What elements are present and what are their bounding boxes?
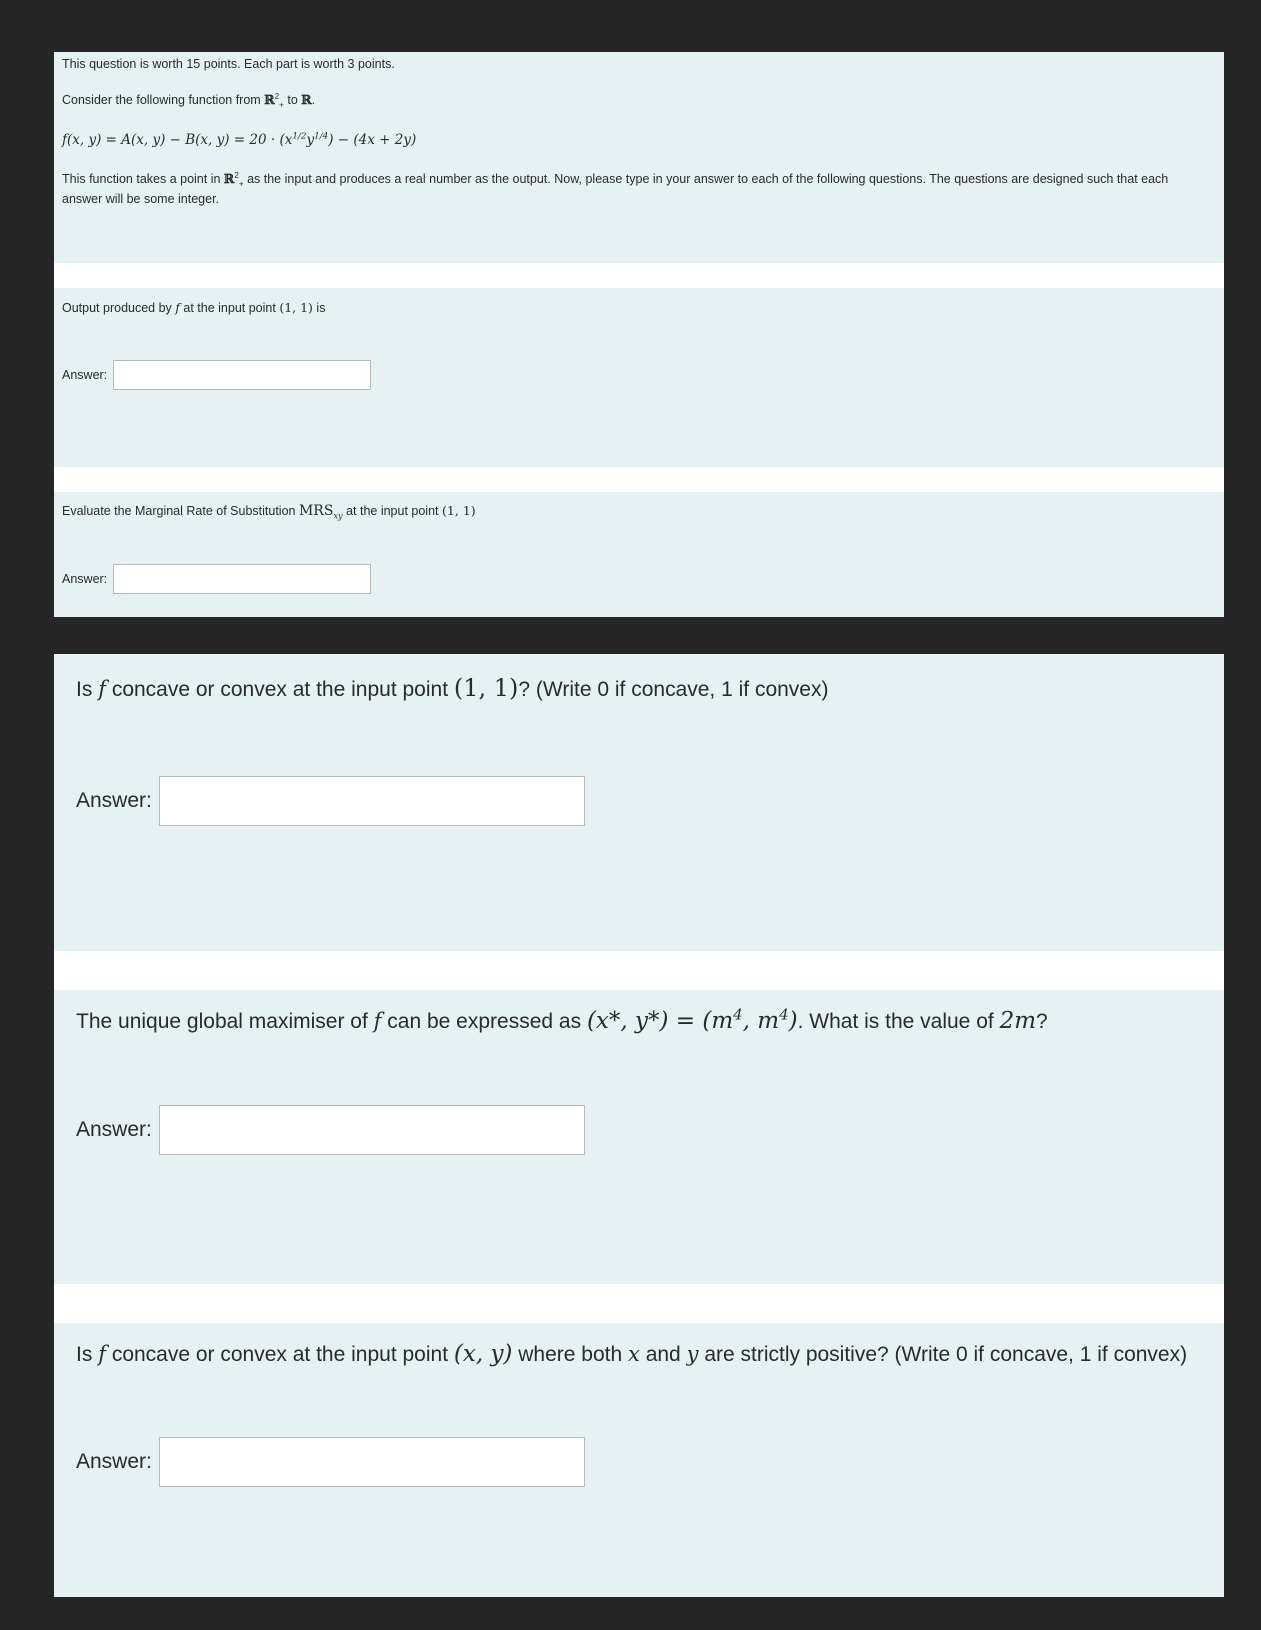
consider-end: . bbox=[311, 93, 316, 107]
q2-point: (1, 1) bbox=[442, 503, 476, 518]
answer-input-1[interactable] bbox=[113, 360, 371, 390]
q5-var-x: x bbox=[628, 1342, 640, 1366]
points-text: This question is worth 15 points. Each part is worth 3 points. bbox=[62, 57, 395, 71]
consider-text bbox=[62, 91, 316, 110]
question-1-text bbox=[62, 300, 325, 315]
formula-mid: y bbox=[306, 132, 315, 148]
domain-symbol: ℝ bbox=[264, 92, 275, 107]
q4-expr-left: (x*, y*) = (m bbox=[586, 1008, 734, 1034]
answer-row-3 bbox=[76, 776, 585, 826]
desc-rest: as the input and produces a real number as the output. Now, please type in your answer to each of the following questions. The questions are designed such that each bbox=[247, 172, 1169, 186]
q4-expression bbox=[586, 1005, 798, 1034]
q4-mid2: . What is the value of bbox=[797, 1010, 994, 1033]
q3-prefix: Is bbox=[76, 678, 93, 701]
q2-mrs-sub: xy bbox=[333, 510, 343, 521]
desc-domain-symbol: ℝ bbox=[223, 171, 235, 186]
q2-mid: at the input point bbox=[346, 504, 439, 518]
answer-row-5 bbox=[76, 1437, 585, 1487]
answer-label: Answer: bbox=[62, 368, 108, 382]
answer-input-4[interactable] bbox=[159, 1105, 585, 1155]
q1-prefix: Output produced by bbox=[62, 301, 172, 315]
description-line-2: answer will be some integer. bbox=[62, 192, 220, 206]
formula-lhs: f(x, y) = A(x, y) − B(x, y) = 20 · (x bbox=[62, 132, 293, 148]
q5-point: (x, y) bbox=[453, 1341, 513, 1367]
q1-point: (1, 1) bbox=[279, 300, 313, 315]
intro-block bbox=[54, 52, 1224, 263]
q5-end: are strictly positive? (Write 0 if concave, 1 if convex) bbox=[704, 1343, 1188, 1366]
question-4-text bbox=[76, 1005, 1048, 1034]
domain-sub: + bbox=[279, 100, 284, 110]
q3-point: (1, 1) bbox=[453, 674, 519, 702]
q3-var-f: f bbox=[98, 677, 106, 701]
q4-expr-comma: , m bbox=[742, 1008, 780, 1034]
question-5-block bbox=[54, 1323, 1224, 1597]
desc-prefix: This function takes a point in bbox=[62, 172, 221, 186]
q2-mrs: MRS bbox=[298, 503, 334, 519]
answer-row-1 bbox=[62, 360, 371, 390]
function-formula bbox=[62, 132, 416, 148]
desc-domain-sup: 2 bbox=[234, 170, 239, 180]
q5-prefix: Is bbox=[76, 1343, 93, 1366]
answer-input-3[interactable] bbox=[159, 776, 585, 826]
question-5-text bbox=[76, 1341, 1187, 1367]
q5-mid2: where both bbox=[518, 1343, 623, 1366]
q1-mid: at the input point bbox=[183, 301, 276, 315]
q4-expr-close: ) bbox=[788, 1008, 798, 1034]
q5-and: and bbox=[645, 1343, 681, 1366]
q5-mid: concave or convex at the input point bbox=[111, 1343, 449, 1366]
q4-end: ? bbox=[1036, 1010, 1048, 1033]
consider-prefix: Consider the following function from bbox=[62, 93, 261, 107]
question-2-text bbox=[62, 503, 476, 519]
q2-prefix: Evaluate the Marginal Rate of Substitution bbox=[62, 504, 296, 518]
formula-rhs: ) − (4x + 2y) bbox=[328, 132, 417, 148]
q1-var-f: f bbox=[175, 300, 180, 315]
question-2-block bbox=[54, 492, 1224, 617]
question-3-text bbox=[76, 674, 828, 702]
q4-exp-b: 4 bbox=[779, 1005, 789, 1024]
question-4-block bbox=[54, 990, 1224, 1284]
q1-end: is bbox=[316, 301, 326, 315]
formula-exp2: 1/4 bbox=[314, 131, 329, 142]
answer-label: Answer: bbox=[76, 1450, 152, 1473]
q3-mid: concave or convex at the input point bbox=[111, 678, 449, 701]
q4-exp-a: 4 bbox=[733, 1005, 743, 1024]
q4-prefix: The unique global maximiser of bbox=[76, 1010, 368, 1033]
q5-var-f: f bbox=[98, 1342, 106, 1366]
consider-to: to bbox=[287, 93, 298, 107]
q4-target: 2m bbox=[999, 1008, 1037, 1034]
q5-var-y: y bbox=[686, 1342, 699, 1366]
domain-sup: 2 bbox=[274, 91, 280, 101]
answer-row-2 bbox=[62, 564, 371, 594]
answer-label: Answer: bbox=[76, 789, 152, 812]
q4-var-f: f bbox=[373, 1009, 382, 1033]
q4-mid: can be expressed as bbox=[387, 1010, 582, 1033]
q3-end: ? (Write 0 if concave, 1 if convex) bbox=[518, 678, 829, 701]
desc-domain-sub: + bbox=[238, 179, 244, 189]
codomain-symbol: ℝ bbox=[301, 92, 312, 107]
formula-exp1: 1/2 bbox=[292, 131, 307, 142]
description-line-1 bbox=[62, 170, 1169, 189]
question-3-block bbox=[54, 654, 1224, 951]
question-panel-top bbox=[54, 52, 1224, 617]
answer-label: Answer: bbox=[76, 1118, 152, 1141]
answer-label: Answer: bbox=[62, 572, 108, 586]
question-panel-bottom bbox=[54, 654, 1224, 1597]
answer-input-2[interactable] bbox=[113, 564, 371, 594]
answer-input-5[interactable] bbox=[159, 1437, 585, 1487]
answer-row-4 bbox=[76, 1105, 585, 1155]
question-1-block bbox=[54, 288, 1224, 467]
